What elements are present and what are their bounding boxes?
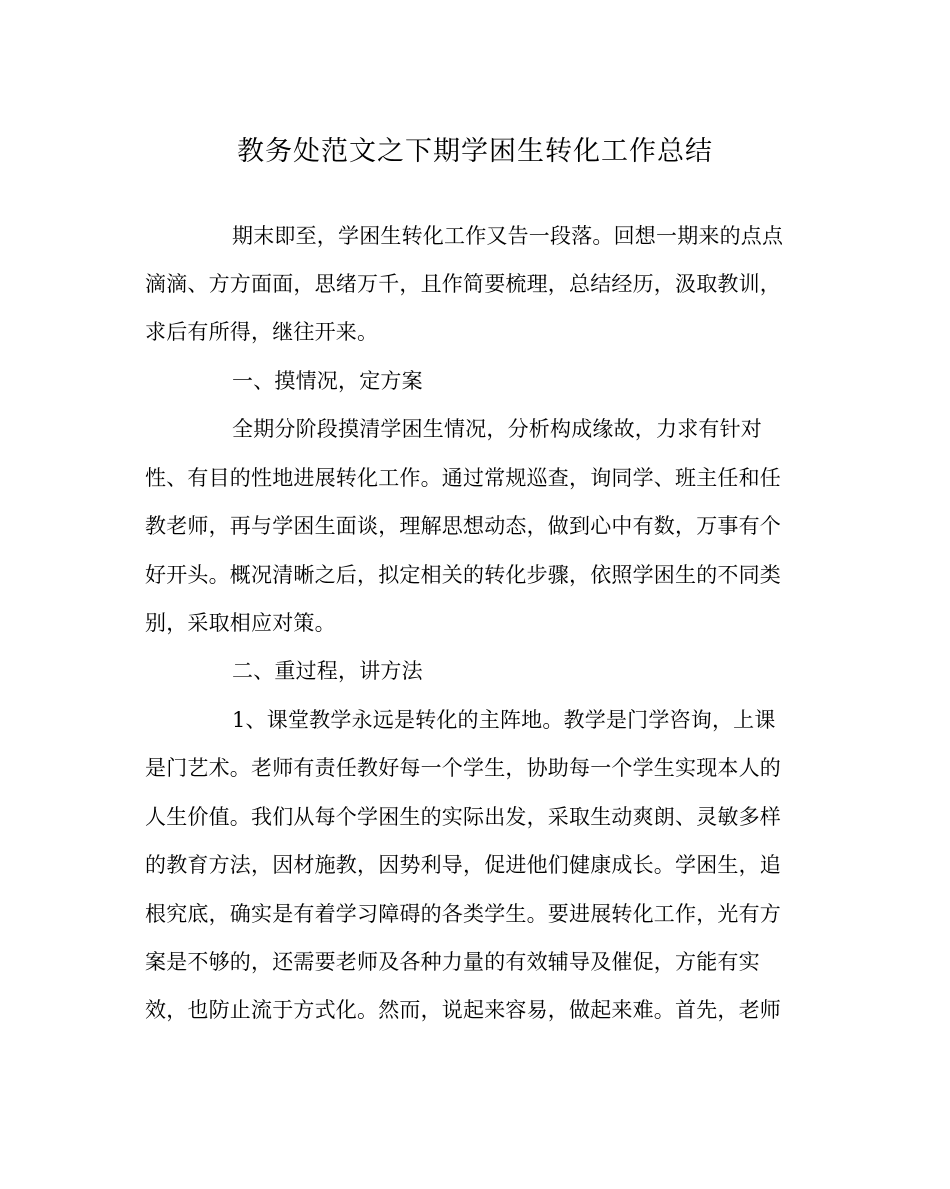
paragraph-line: 滴滴、方方面面，思绪万千，且作简要梳理，总结经历，汲取教训， (145, 272, 781, 296)
paragraph-line: 效，也防止流于方式化。然而，说起来容易，做起来难。首先，老师 (145, 998, 781, 1022)
paragraph-line: 好开头。概况清晰之后，拟定相关的转化步骤，依照学困生的不同类 (145, 563, 781, 587)
paragraph-line: 求后有所得，继往开来。 (145, 320, 379, 344)
paragraph-line: 性、有目的性地进展转化工作。通过常规巡查，询同学、班主任和任 (145, 466, 781, 490)
paragraph-line: 教老师，再与学困生面谈，理解思想动态，做到心中有数，万事有个 (145, 514, 781, 538)
section-heading: 二、重过程，讲方法 (232, 659, 423, 683)
paragraph-line: 案是不够的，还需要老师及各种力量的有效辅导及催促，方能有实 (145, 950, 760, 974)
paragraph-line: 1、课堂教学永远是转化的主阵地。教学是门学咨询，上课 (232, 708, 776, 732)
document-title: 教务处范文之下期学困生转化工作总结 (237, 136, 713, 167)
paragraph-line: 的教育方法，因材施教，因势利导，促进他们健康成长。学困生，追 (145, 853, 781, 877)
paragraph-line: 人生价值。我们从每个学困生的实际出发，采取生动爽朗、灵敏多样 (145, 805, 781, 829)
paragraph-line: 全期分阶段摸清学困生情况，分析构成缘故，力求有针对 (232, 417, 762, 441)
paragraph-line: 根究底，确实是有着学习障碍的各类学生。要进展转化工作，光有方 (145, 902, 781, 926)
paragraph-line: 别，采取相应对策。 (145, 611, 336, 635)
paragraph-line: 期末即至，学困生转化工作又告一段落。回想一期来的点点 (232, 224, 784, 248)
paragraph-line: 是门艺术。老师有责任教好每一个学生，协助每一个学生实现本人的 (145, 756, 781, 780)
section-heading: 一、摸情况，定方案 (232, 369, 423, 393)
